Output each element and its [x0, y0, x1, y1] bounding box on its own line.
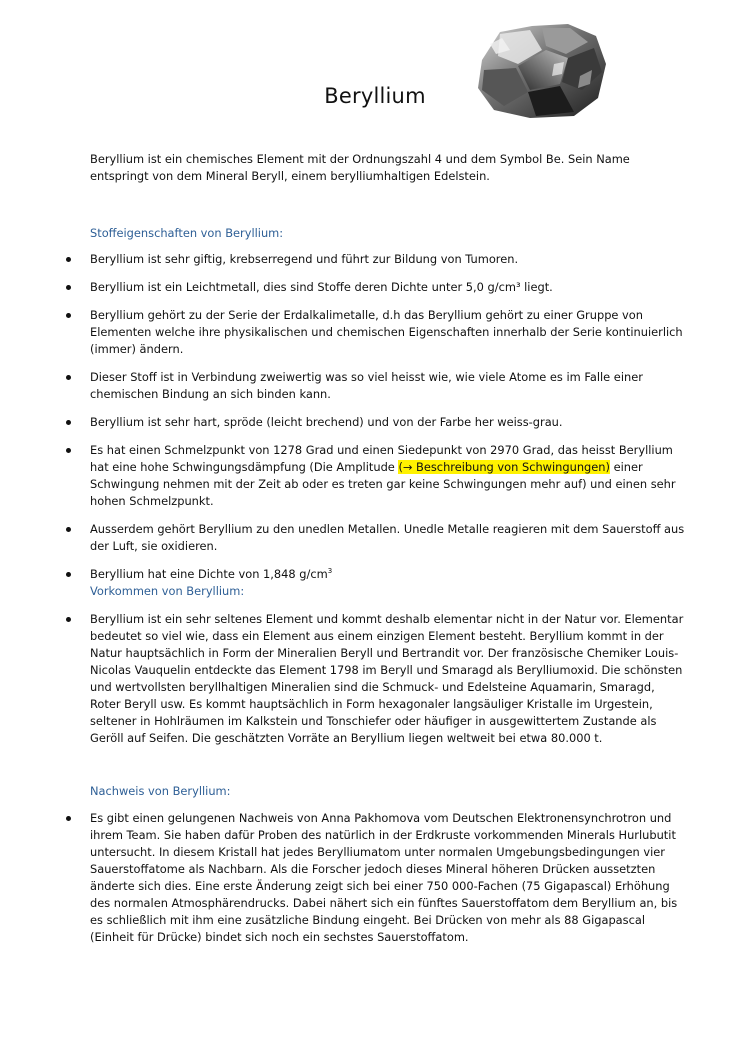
intro-paragraph: Beryllium ist ein chemisches Element mit der Ordnungszahl 4 und dem Symbol Be. Sein Name entspringt von dem Mineral Beryll, einem berylliumhaltigen Edelstein.	[90, 152, 630, 183]
section-heading-stoffeigenschaften: Stoffeigenschaften von Beryllium:	[90, 226, 284, 240]
list-item: Es gibt einen gelungenen Nachweis von Anna Pakhomova vom Deutschen Elektronensynchrotron und ihrem Team. Sie haben dafür Proben des natürlich in der Erdkruste vorkommenden Minerals Hurlubutit untersucht. In diesem Kristall hat jedes Berylliumatom unter normalen Umgebungsbedingungen vier Sauerstoffatome als Nachbarn. Als die Forscher jedoch dieses Mineral höheren Drücken aussetzten änderte sich dies. Eine erste Änderung zeigt sich bei einer 750 000-Fachen (75 Gigapascal) Erhöhung des normalen Atmosphärendrucks. Dabei nähert sich ein fünftes Sauerstoffatom dem Beryllium an, bis es schließlich mit ihm eine zusätzliche Bindung eingeht. Bei Drücken von mehr als 88 Gigapascal (Einheit für Drücke) bindet sich noch ein sechstes Sauerstoffatom.	[0, 810, 750, 946]
bullet-icon	[66, 375, 71, 380]
superscript: 3	[327, 567, 333, 576]
section-heading-vorkommen: Vorkommen von Beryllium:	[90, 584, 245, 598]
list-item: Beryllium ist ein sehr seltenes Element und kommt deshalb elementar nicht in der Natur vor. Elementar bedeutet so viel wie, dass ein Element aus einem einzigen Element besteht. Beryllium kommt in der Natur hauptsächlich in Form der Mineralien Beryll und Bertrandit vor. Der französische Chemiker Louis-Nicolas Vauquelin entdeckte das Element 1798 im Beryll und Smaragd als Berylliumoxid. Die schönsten und wertvollsten beryllhaltigen Mineralien sind die Schmuck- und Edelsteine Aquamarin, Smaragd, Roter Beryll usw. Es kommt hauptsächlich in Form hexagonaler langsäuliger Kristalle im Urgestein, seltener in Hohlräumen im Kalkstein und Tonschiefer oder häufiger in ausgewittertem Zustande als Geröll auf Seifen. Die geschätzten Vorräte an Beryllium liegen weltweit bei etwa 80.000 t.	[0, 611, 750, 747]
list-item: Beryllium ist ein Leichtmetall, dies sind Stoffe deren Dichte unter 5,0 g/cm³ liegt.	[0, 279, 750, 296]
bullet-icon	[66, 572, 71, 577]
bullet-icon	[66, 617, 71, 622]
list-item: Beryllium ist sehr hart, spröde (leicht brechend) und von der Farbe her weiss-grau.	[0, 414, 750, 431]
list-item: Ausserdem gehört Beryllium zu den unedlen Metallen. Unedle Metalle reagieren mit dem Sauerstoff aus der Luft, sie oxidieren.	[0, 521, 750, 555]
highlighted-text: (→ Beschreibung von Schwingungen)	[398, 460, 610, 474]
list-item: Beryllium ist sehr giftig, krebserregend und führt zur Bildung von Tumoren.	[0, 251, 750, 268]
bullet-icon	[66, 527, 71, 532]
vorkommen-list	[0, 611, 750, 747]
section-heading-nachweis: Nachweis von Beryllium:	[90, 784, 231, 798]
list-item: Beryllium gehört zu der Serie der Erdalkalimetalle, d.h das Beryllium gehört zu einer Gruppe von Elementen welche ihre physikalischen und chemischen Eigenschaften innerhalb der Serie kontinuierlich (immer) ändern.	[0, 307, 750, 358]
bullet-icon	[66, 448, 71, 453]
nachweis-list	[0, 810, 750, 946]
bullet-icon	[66, 285, 71, 290]
list-item: Es hat einen Schmelzpunkt von 1278 Grad und einen Siedepunkt von 2970 Grad, das heisst Beryllium hat eine hohe Schwingungsdämpfung (Die Amplitude (→ Beschreibung von Schwingungen) einer Schwingung nehmen mit der Zeit ab oder es treten gar keine Schwingungen mehr auf) und einen sehr hohen Schmelzpunkt.	[0, 442, 750, 510]
bullet-icon	[66, 420, 71, 425]
list-item: Dieser Stoff ist in Verbindung zweiwertig was so viel heisst wie, wie viele Atome es im Falle einer chemischen Bindung an sich binden kann.	[0, 369, 750, 403]
stoffeigenschaften-list	[0, 251, 750, 583]
page-title: Beryllium	[324, 84, 426, 108]
bullet-icon	[66, 257, 71, 262]
bullet-icon	[66, 816, 71, 821]
bullet-icon	[66, 313, 71, 318]
list-item: Beryllium hat eine Dichte von 1,848 $g/cm^3$	[0, 566, 750, 583]
